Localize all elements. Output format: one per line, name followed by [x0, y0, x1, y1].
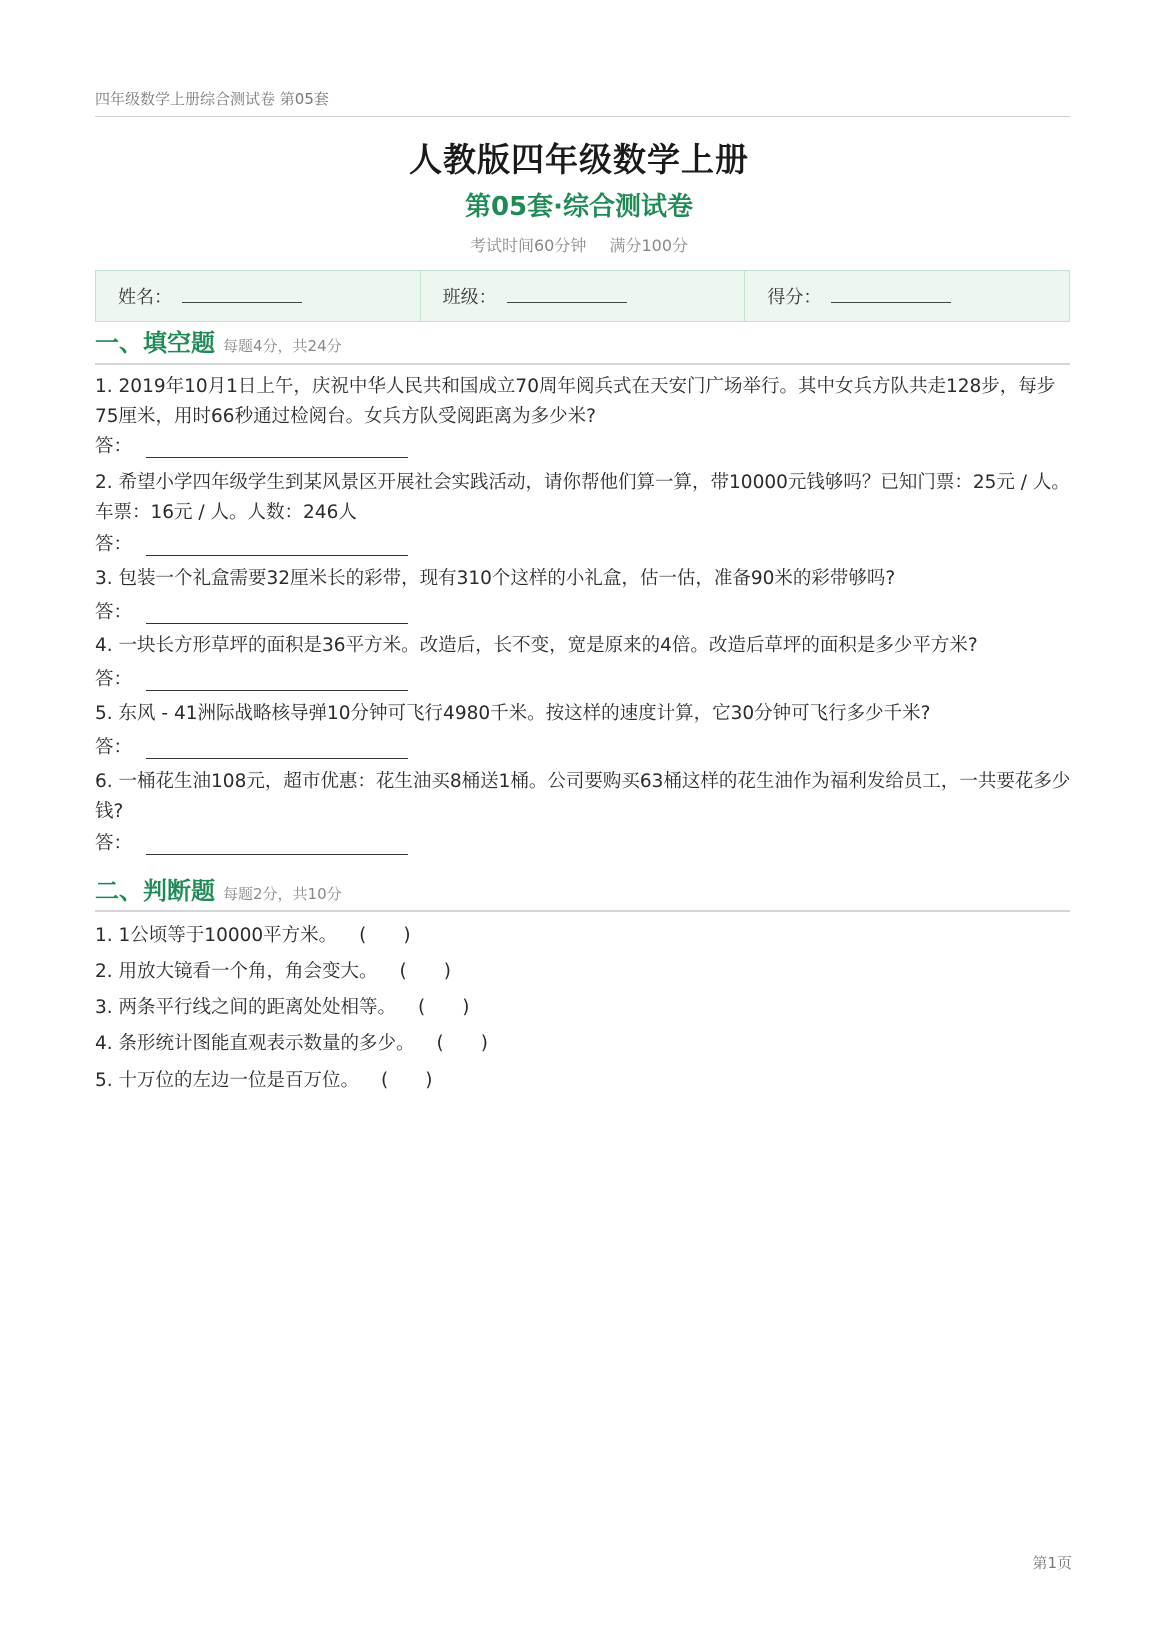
page-title: 人教版四年级数学上册: [409, 140, 749, 179]
fill-question-5: 5. 东风 - 41洲际战略核导弹10分钟可飞行4980千米。按这样的速度计算，它30分钟可飞行多少千米?: [95, 703, 931, 724]
exam-full-score: 满分100分: [609, 236, 688, 255]
score-blank[interactable]: [831, 289, 951, 303]
answer-line-2[interactable]: [95, 530, 408, 556]
name-blank[interactable]: [182, 289, 302, 303]
section1-title: 一、填空题: [95, 329, 215, 357]
answer-label: 答：: [95, 737, 133, 758]
exam-time: 考试时间60分钟: [469, 236, 587, 255]
section2-heading: [95, 871, 342, 906]
answer-label: 答：: [95, 534, 133, 555]
answer-label: 答：: [95, 602, 133, 623]
judge-question-text: 1. 1公顷等于10000平方米。: [95, 925, 338, 946]
answer-blank[interactable]: [146, 442, 408, 458]
judge-question-text: 2. 用放大镜看一个角，角会变大。: [95, 961, 378, 982]
judge-question-5: [95, 1066, 432, 1092]
answer-blank[interactable]: [146, 839, 408, 855]
class-label: 班级：: [442, 287, 497, 308]
answer-parentheses[interactable]: ( ): [381, 1070, 433, 1091]
fill-question-3: 3. 包装一个礼盒需要32厘米长的彩带，现有310个这样的小礼盒，估一估，准备90米的彩带够吗?: [95, 568, 896, 589]
answer-parentheses[interactable]: ( ): [399, 961, 451, 982]
section2-divider: [95, 910, 1070, 912]
answer-label: 答：: [95, 833, 133, 854]
answer-line-1[interactable]: [95, 432, 408, 458]
student-info-table: [95, 270, 1070, 322]
answer-line-6[interactable]: [95, 829, 408, 855]
fill-question-1: 1. 2019年10月1日上午，庆祝中华人民共和国成立70周年阅兵式在天安门广场举行。其中女兵方队共走128步，每步75厘米，用时66秒通过检阅台。女兵方队受阅距离为多少米?: [95, 376, 1056, 427]
section1-divider: [95, 363, 1070, 365]
judge-question-text: 3. 两条平行线之间的距离处处相等。: [95, 997, 397, 1018]
fill-question-2: 2. 希望小学四年级学生到某风景区开展社会实践活动，请你帮他们算一算，带10000元钱够吗？已知门票：25元 / 人。车票：16元 / 人。人数：246人: [95, 472, 1070, 523]
answer-line-3[interactable]: [95, 598, 408, 624]
judge-question-1: [95, 921, 411, 947]
section2-title: 二、判断题: [95, 877, 215, 905]
answer-blank[interactable]: [146, 743, 408, 759]
answer-label: 答：: [95, 669, 133, 690]
answer-parentheses[interactable]: ( ): [418, 997, 470, 1018]
answer-blank[interactable]: [146, 675, 408, 691]
answer-label: 答：: [95, 436, 133, 457]
page-subtitle: 第05套·综合测试卷: [464, 192, 694, 222]
judge-question-text: 4. 条形统计图能直观表示数量的多少。: [95, 1033, 415, 1054]
class-blank[interactable]: [507, 289, 627, 303]
answer-line-4[interactable]: [95, 665, 408, 691]
judge-question-4: [95, 1029, 488, 1055]
section1-heading: [95, 323, 342, 358]
judge-question-2: [95, 957, 451, 983]
name-field[interactable]: [96, 271, 421, 321]
judge-question-3: [95, 993, 469, 1019]
section2-note: 每题2分，共10分: [223, 885, 342, 903]
class-field[interactable]: [421, 271, 746, 321]
score-label: 得分：: [767, 287, 822, 308]
answer-parentheses[interactable]: ( ): [436, 1033, 488, 1054]
header-divider: [95, 116, 1070, 117]
section1-note: 每题4分，共24分: [223, 337, 342, 355]
fill-question-6: 6. 一桶花生油108元，超市优惠：花生油买8桶送1桶。公司要购买63桶这样的花生油作为福利发给员工，一共要花多少钱?: [95, 771, 1071, 822]
running-header: 四年级数学上册综合测试卷 第05套: [95, 90, 329, 108]
exam-info: [0, 233, 1158, 256]
score-field[interactable]: [745, 271, 1069, 321]
page-number: 第1页: [1032, 1554, 1072, 1572]
answer-line-5[interactable]: [95, 733, 408, 759]
answer-blank[interactable]: [146, 540, 408, 556]
answer-blank[interactable]: [146, 608, 408, 624]
judge-question-text: 5. 十万位的左边一位是百万位。: [95, 1070, 360, 1091]
fill-question-4: 4. 一块长方形草坪的面积是36平方米。改造后，长不变，宽是原来的4倍。改造后草坪的面积是多少平方米?: [95, 635, 978, 656]
name-label: 姓名：: [118, 287, 172, 308]
answer-parentheses[interactable]: ( ): [359, 925, 411, 946]
